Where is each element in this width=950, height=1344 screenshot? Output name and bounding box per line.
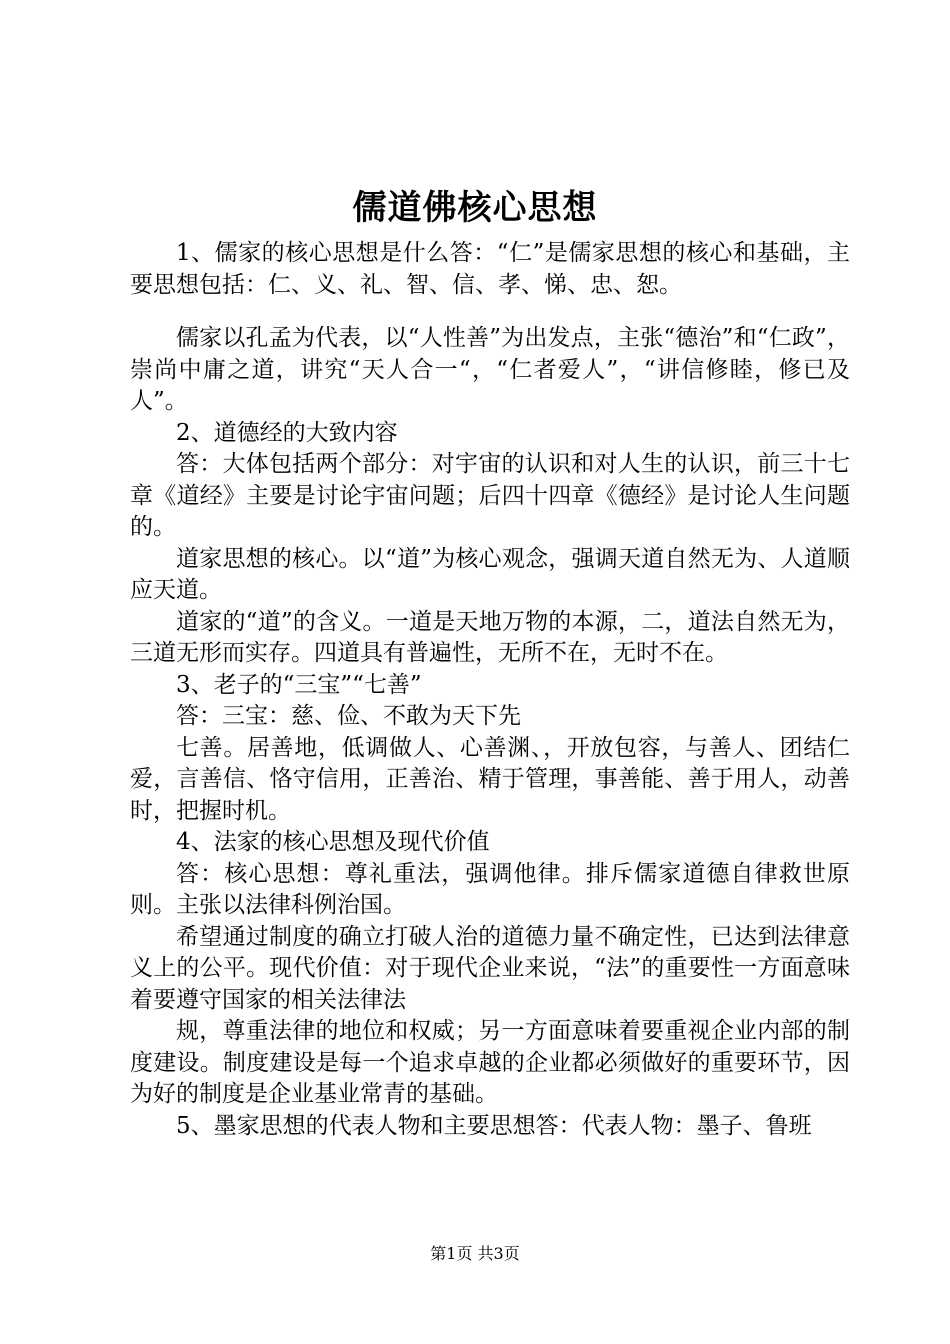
paragraph: 答：大体包括两个部分：对宇宙的认识和对人生的认识，前三十七章《道经》主要是讨论宇宙问题；后四十四章《德经》是讨论人生问题的。 bbox=[130, 451, 850, 540]
paragraph: 儒家以孔孟为代表，以“人性善”为出发点，主张“德治”和“仁政”，崇尚中庸之道，讲究“天人合一“，“仁者爱人”，“讲信修睦，修已及人”。 bbox=[130, 325, 850, 414]
paragraph: 规，尊重法律的地位和权威；另一方面意味着要重视企业内部的制度建设。制度建设是每一个追求卓越的企业都必须做好的重要环节，因为好的制度是企业基业常青的基础。 bbox=[130, 1018, 850, 1107]
paragraph: 3、老子的“三宝”“七善” bbox=[176, 671, 422, 698]
paragraph: 4、法家的核心思想及现代价值 bbox=[176, 829, 490, 855]
paragraph: 七善。居善地，低调做人、心善渊、，开放包容，与善人、团结仁爱，言善信、恪守信用，正善治、精于管理，事善能、善于用人，动善时，把握时机。 bbox=[130, 734, 850, 824]
paragraph: 2、道德经的大致内容 bbox=[176, 419, 398, 446]
document-body bbox=[130, 238, 850, 1142]
paragraph: 答：核心思想：尊礼重法，强调他律。排斥儒家道德自律救世原则。主张以法律科例治国。 bbox=[130, 860, 850, 918]
document-title: 儒道佛核心思想 bbox=[352, 188, 598, 228]
paragraph: 希望通过制度的确立打破人治的道德力量不确定性，已达到法律意义上的公平。现代价值：对于现代企业来说，“法”的重要性一方面意味着要遵守国家的相关法律法 bbox=[130, 923, 850, 1013]
paragraph: 1、儒家的核心思想是什么答：“仁”是儒家思想的核心和基础，主要思想包括：仁、义、礼、智、信、孝、悌、忠、恕。 bbox=[130, 240, 850, 298]
paragraph: 5、墨家思想的代表人物和主要思想答：代表人物：墨子、鲁班 bbox=[176, 1112, 812, 1139]
paragraph: 答：三宝：慈、俭、不敢为天下先 bbox=[176, 703, 521, 729]
paragraph: 道家思想的核心。以“道”为核心观念，强调天道自然无为、人道顺应天道。 bbox=[130, 545, 850, 603]
page-number-footer: 第1页 共3页 bbox=[430, 1244, 520, 1263]
paragraph: 道家的“道”的含义。一道是天地万物的本源，二，道法自然无为，三道无形而实存。四道具有普遍性，无所不在，无时不在。 bbox=[130, 608, 850, 666]
